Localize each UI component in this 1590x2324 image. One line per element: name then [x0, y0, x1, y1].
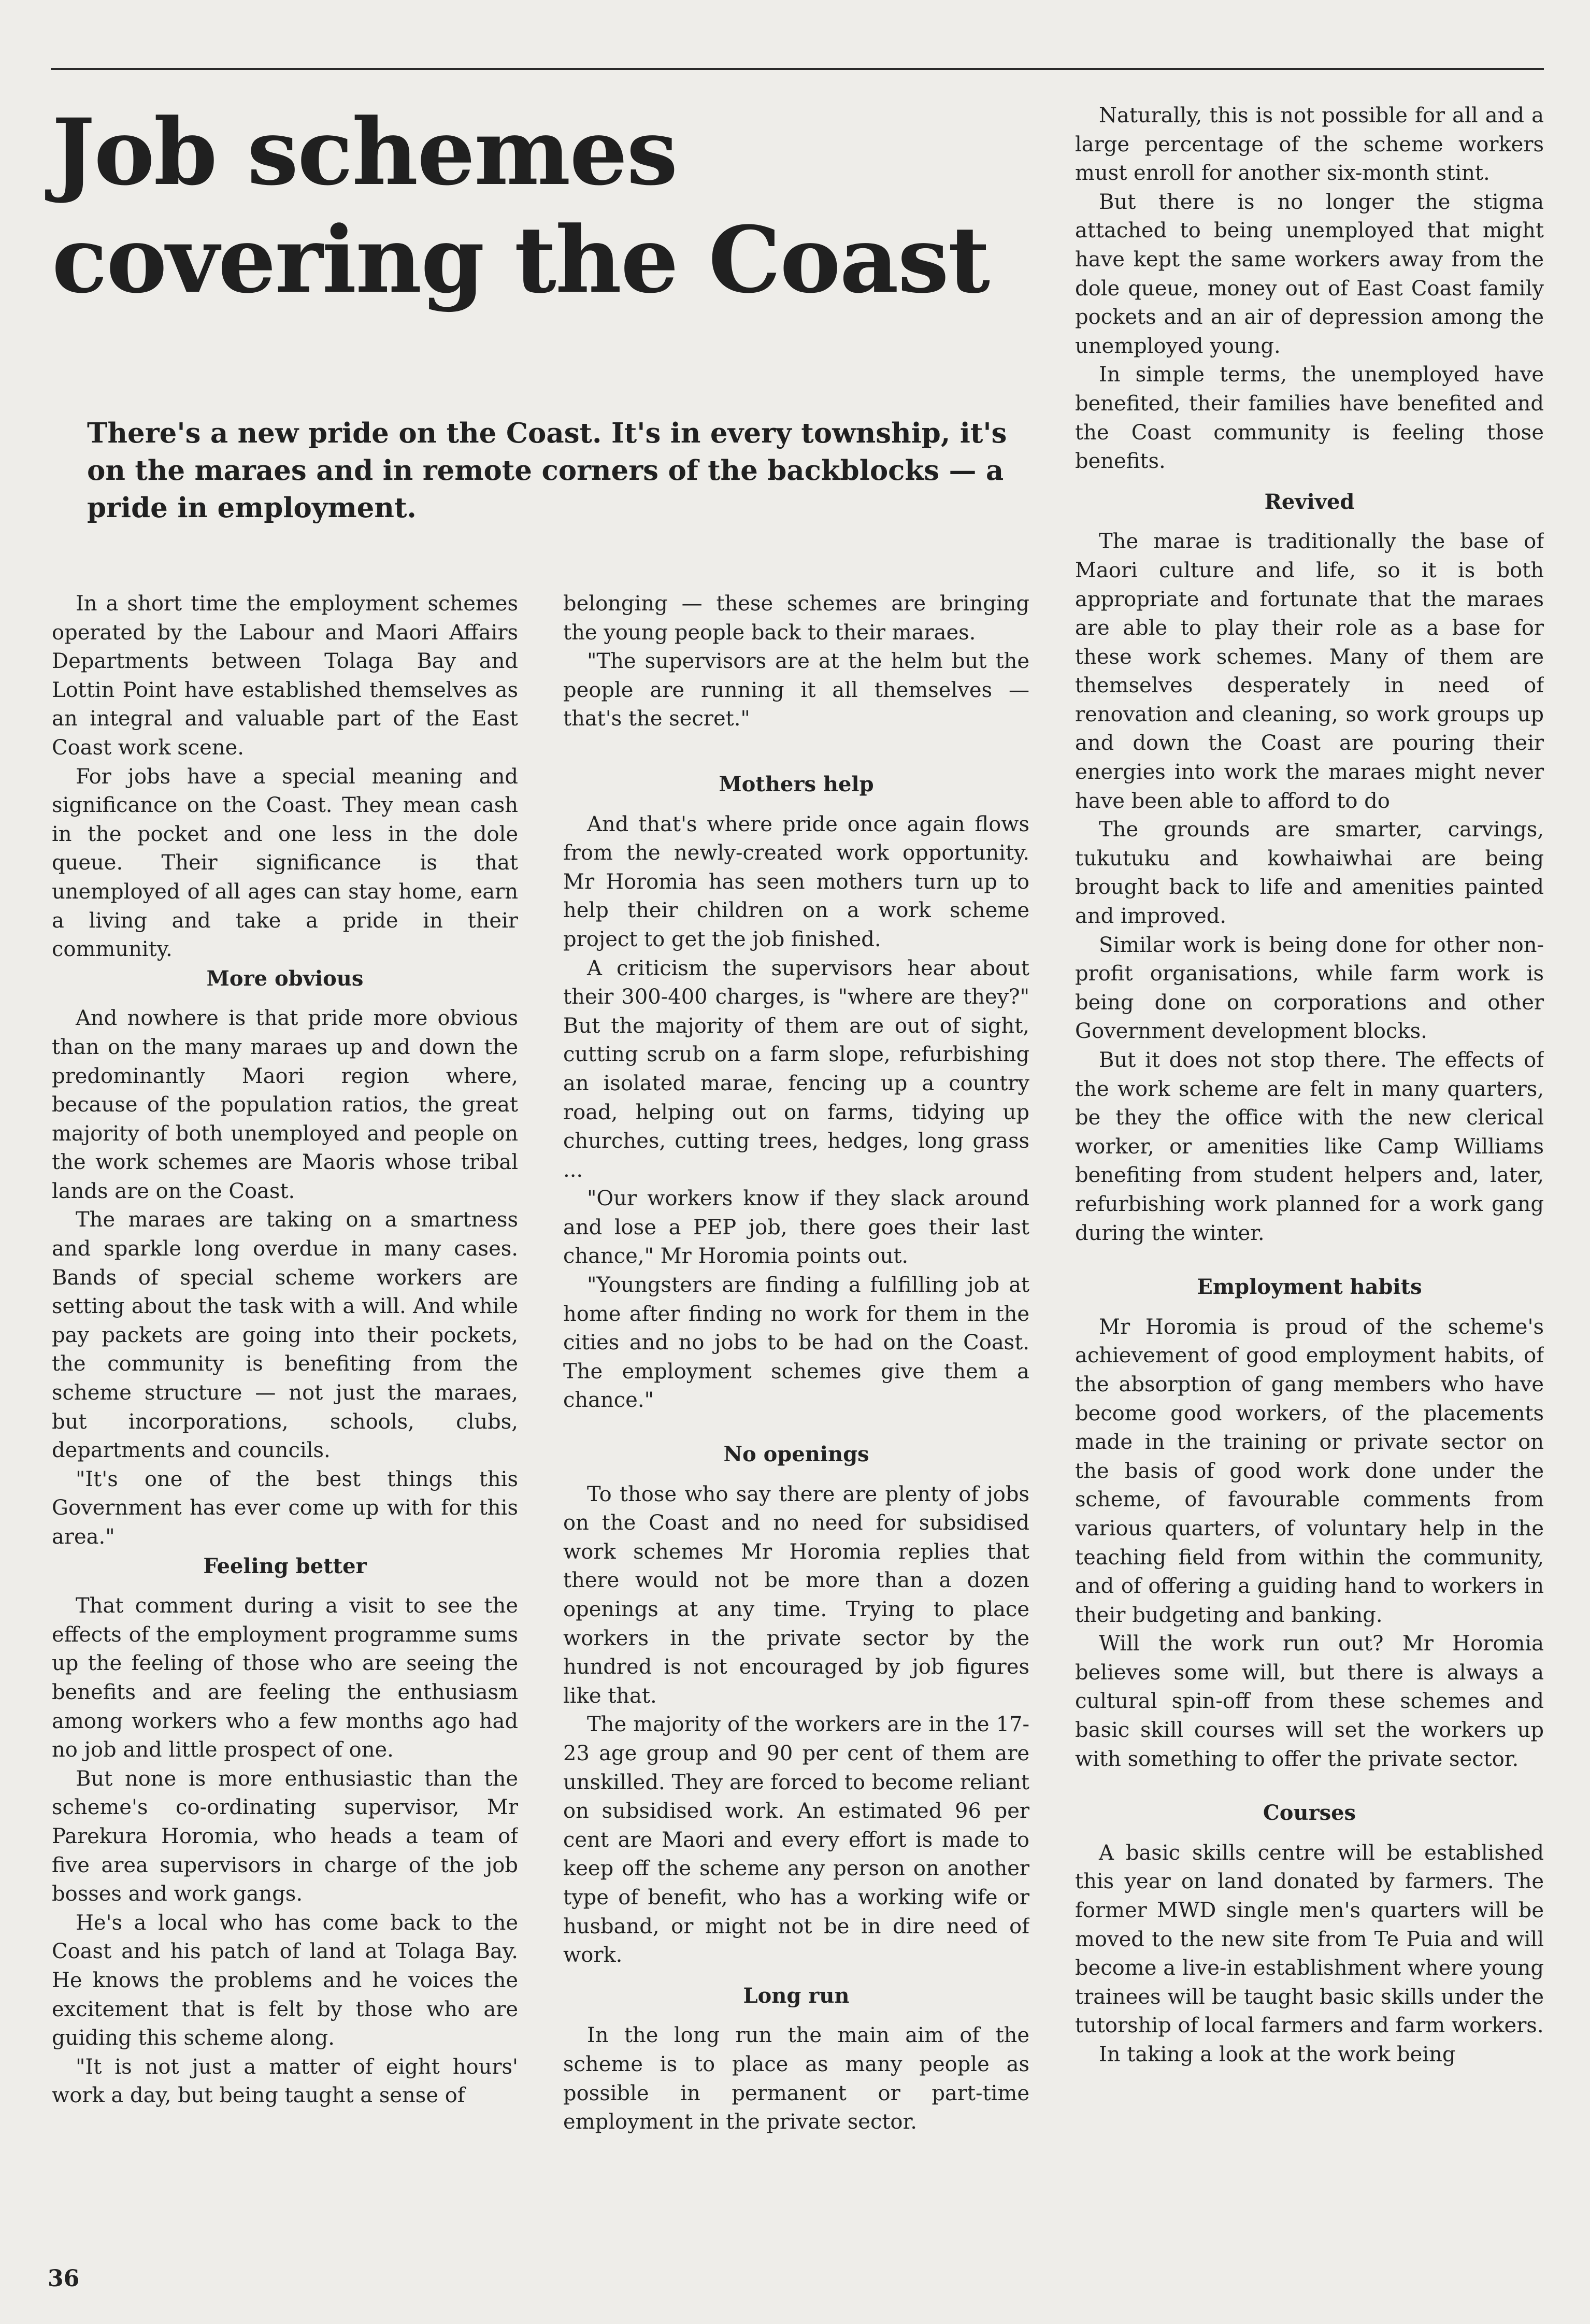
paragraph: He's a local who has come back to the Coast and his patch of land at Tolaga Bay. He knows the problems and he voices the excitement that is felt by those who are guiding this scheme along. [52, 1910, 518, 2050]
paragraph: And that's where pride once again flows from the newly-created work opportunity. Mr Horomia has seen mothers turn up to help their children on a work scheme project to get the job finished. [563, 812, 1029, 951]
paragraph: For jobs have a special meaning and significance on the Coast. They mean cash in the pocket and one less in the dole queue. Their significance is that unemployed of all ages can stay home, earn a living and take a pride in their community. [52, 764, 518, 962]
paragraph: But none is more enthusiastic than the scheme's co-ordinating supervisor, Mr Parekura Horomia, who heads a team of five area supervisors in charge of the job bosses and work gangs. [52, 1766, 518, 1906]
subheading-feeling-better: Feeling better [203, 1553, 367, 1578]
subheading-mothers-help: Mothers help [719, 772, 874, 796]
paragraph: A basic skills centre will be established this year on land donated by farmers. The former MWD single men's quarters will be moved to the new site from Te Puia and will become a live-in establishment where young trainees will be taught basic skills under the tutorship of local farmers and farm workers. [1075, 1841, 1544, 2038]
subheading-revived: Revived [1264, 489, 1355, 514]
paragraph: A criticism the supervisors hear about their 300-400 charges, is "where are they?" But the majority of them are out of sight, cutting scrub on a farm slope, refurbishing an isolated marae, fencing up a country road, helping out on farms, tidying up churches, cutting trees, hedges, long grass ... [563, 956, 1029, 1182]
paragraph: "Youngsters are finding a fulfilling job at home after finding no work for them in the cities and no jobs to be had on the Coast. The employment schemes give them a chance." [563, 1273, 1029, 1413]
subheading-long-run: Long run [743, 1983, 850, 2008]
paragraph: In taking a look at the work being [1099, 2043, 1456, 2066]
subheading-no-openings: No openings [723, 1442, 869, 1467]
subheading-employment-habits: Employment habits [1197, 1275, 1422, 1300]
page-number: 36 [48, 2265, 80, 2292]
paragraph: "Our workers know if they slack around and lose a PEP job, there goes their last chance," Mr Horomia points out. [563, 1187, 1029, 1268]
paragraph: To those who say there are plenty of jobs on the Coast and no need for subsidised work schemes Mr Horomia replies that there would not be more than a dozen openings at any time. Trying to place workers in the private sector by the hundred is not encouraged by job figures like that. [563, 1482, 1029, 1708]
paragraph: Will the work run out? Mr Horomia believes some will, but there is always a cultural spin-off from these schemes and basic skill courses will set the workers up with something to offer the private sector. [1075, 1632, 1544, 1771]
paragraph: In simple terms, the unemployed have benefited, their families have benefited and the Coast community is feeling those benefits. [1075, 363, 1544, 474]
paragraph: In the long run the main aim of the scheme is to place as many people as possible in permanent or part-time employment in the private sector. [563, 2023, 1029, 2134]
paragraph: Naturally, this is not possible for all and a large percentage of the scheme workers must enroll for another six-month stint. [1075, 104, 1544, 186]
article-column-2 [563, 590, 1029, 2248]
paragraph: That comment during a visit to see the effects of the employment programme sums up the feeling of those who are seeing the benefits and are feeling the enthusiasm among workers who a few months ago had no job and little prospect of one. [52, 1594, 518, 1762]
paragraph: In a short time the employment schemes operated by the Labour and Maori Affairs Departments between Tolaga Bay and Lottin Point have established themselves as an integral and valuable part of the East Coast work scene. [52, 592, 518, 760]
subheading-more-obvious: More obvious [206, 966, 364, 991]
paragraph: Mr Horomia is proud of the scheme's achievement of good employment habits, of the absorption of gang members who have become good workers, of the placements made in the training or private sector on the basis of good work done under the scheme, of favourable comments from various quarters, of voluntary help in the teaching field from within the community, and of offering a guiding hand to workers in their budgeting and banking. [1075, 1315, 1544, 1627]
paragraph: The maraes are taking on a smartness and sparkle long overdue in many cases. Bands of special scheme workers are setting about the task with a will. And while pay packets are going into their pockets, the community is benefiting from the scheme structure — not just the maraes, but incorporations, schools, clubs, departments and councils. [52, 1208, 518, 1463]
standfirst: There's a new pride on the Coast. It's in every township, it's on the maraes and in remote corners of the backblocks — a pride in employment. [87, 417, 1007, 524]
page-title: Job schemes covering the Coast [52, 98, 990, 313]
paragraph: "The supervisors are at the helm but the people are running it all themselves — that's the secret." [563, 649, 1029, 731]
paragraph: The grounds are smarter, carvings, tukutuku and kowhaiwhai are being brought back to life and amenities painted and improved. [1075, 818, 1544, 929]
subheading-courses: Courses [1263, 1801, 1356, 1826]
paragraph: The marae is traditionally the base of Maori culture and life, so it is both appropriate and fortunate that the maraes are able to play their role as a base for these work schemes. Many of them are themselves desperately in need of renovation and cleaning, so work groups up and down the Coast are pouring their energies into work the maraes might never have been able to afford to do [1075, 530, 1544, 813]
article-column-1 [52, 590, 518, 2248]
paragraph: But there is no longer the stigma attached to being unemployed that might have kept the same workers away from the dole queue, money out of East Coast family pockets and an air of depression among the unemployed young. [1075, 190, 1544, 358]
paragraph: And nowhere is that pride more obvious than on the many maraes up and down the predominantly Maori region where, because of the population ratios, the great majority of both unemployed and people on the work schemes are Maoris whose tribal lands are on the Coast. [52, 1006, 518, 1203]
paragraph: Similar work is being done for other non-profit organisations, while farm work is being done on corporations and other Government development blocks. [1075, 933, 1544, 1044]
paragraph: The majority of the workers are in the 17-23 age group and 90 per cent of them are unskilled. They are forced to become reliant on subsidised work. An estimated 96 per cent are Maori and every effort is made to keep off the scheme any person on another type of benefit, who has a working wife or husband, or might not be in dire need of work. [563, 1713, 1029, 1967]
paragraph: "It's one of the best things this Government has ever come up with for this area." [52, 1467, 518, 1549]
paragraph: "It is not just a matter of eight hours' work a day, but being taught a sense of [52, 2055, 518, 2108]
paragraph: belonging — these schemes are bringing the young people back to their maraes. [563, 592, 1029, 645]
top-rule [51, 68, 1544, 70]
article-column-3 [1075, 102, 1544, 2252]
paragraph: But it does not stop there. The effects of the work scheme are felt in many quarters, be they the office with the new clerical worker, or amenities like Camp Williams benefiting from student helpers and, later, refurbishing work planned for a work gang during the winter. [1075, 1048, 1544, 1245]
